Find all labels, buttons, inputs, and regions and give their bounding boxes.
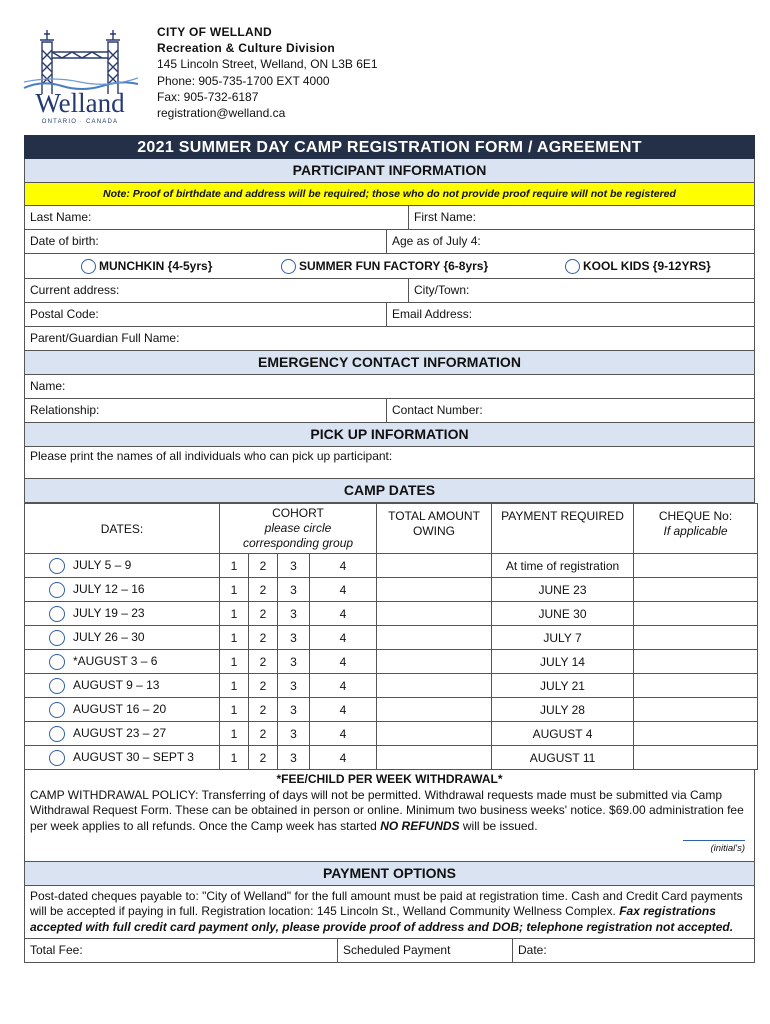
cheque-cell[interactable]	[634, 650, 758, 674]
group-option-munchkin[interactable]: MUNCHKIN {4-5yrs}	[81, 259, 212, 274]
fee-withdrawal-title: *FEE/CHILD PER WEEK WITHDRAWAL*	[276, 772, 503, 786]
date-field[interactable]: Date:	[512, 939, 754, 962]
cohort-3[interactable]: 3	[278, 554, 310, 578]
payment-required-cell: JUNE 23	[492, 578, 634, 602]
last-name-field[interactable]: Last Name:	[30, 210, 92, 224]
cohort-2[interactable]: 2	[249, 698, 278, 722]
address: 145 Lincoln Street, Welland, ON L3B 6E1	[157, 57, 378, 72]
date-cell[interactable]	[25, 746, 220, 770]
cohort-4[interactable]: 4	[310, 698, 377, 722]
payment-required-cell: At time of registration	[492, 554, 634, 578]
date-label: AUGUST 9 – 13	[73, 677, 160, 692]
pickup-heading: PICK UP INFORMATION	[24, 423, 755, 447]
cohort-3[interactable]: 3	[278, 602, 310, 626]
scheduled-payment-field[interactable]: Scheduled Payment	[337, 939, 512, 962]
cohort-4[interactable]: 4	[310, 578, 377, 602]
radio-circle-icon[interactable]	[49, 654, 65, 670]
total-fee-field[interactable]: Total Fee:	[30, 943, 83, 957]
table-row	[25, 602, 758, 626]
cohort-2[interactable]: 2	[249, 626, 278, 650]
age-field[interactable]: Age as of July 4:	[386, 230, 754, 253]
cheque-cell[interactable]	[634, 746, 758, 770]
cohort-4[interactable]: 4	[310, 722, 377, 746]
table-row	[25, 626, 758, 650]
table-row	[25, 746, 758, 770]
radio-circle-icon[interactable]	[49, 582, 65, 598]
header-contact	[157, 24, 378, 121]
date-cell[interactable]	[25, 626, 220, 650]
payment-required-cell: AUGUST 11	[492, 746, 634, 770]
guardian-field[interactable]: Parent/Guardian Full Name:	[30, 331, 180, 345]
date-cell[interactable]	[25, 698, 220, 722]
cheque-header: CHEQUE No: If applicable	[634, 504, 758, 554]
total-owing-cell[interactable]	[377, 650, 492, 674]
date-label: AUGUST 30 – SEPT 3	[73, 749, 194, 764]
address-row	[24, 279, 755, 303]
emergency-name-field[interactable]: Name:	[30, 379, 66, 393]
pickup-field[interactable]: Please print the names of all individuals who can pick up participant:	[24, 447, 755, 479]
total-owing-header: TOTAL AMOUNT OWING	[377, 504, 492, 554]
cohort-2[interactable]: 2	[249, 554, 278, 578]
cohort-2[interactable]: 2	[249, 746, 278, 770]
date-label: AUGUST 23 – 27	[73, 725, 167, 740]
date-cell[interactable]	[25, 722, 220, 746]
table-row	[25, 554, 758, 578]
date-label: *AUGUST 3 – 6	[73, 653, 158, 668]
email-field[interactable]: Email Address:	[386, 303, 754, 326]
radio-circle-icon[interactable]	[49, 558, 65, 574]
welland-logo	[22, 22, 140, 126]
payment-required-cell: JUNE 30	[492, 602, 634, 626]
payment-required-cell: AUGUST 4	[492, 722, 634, 746]
form-title: 2021 SUMMER DAY CAMP REGISTRATION FORM / AGREEMENT	[24, 135, 755, 159]
email-link[interactable]: registration@welland.ca	[157, 106, 286, 121]
withdrawal-policy	[24, 770, 755, 862]
total-owing-cell[interactable]	[377, 626, 492, 650]
cohort-2[interactable]: 2	[249, 650, 278, 674]
cohort-3[interactable]: 3	[278, 626, 310, 650]
current-address-field[interactable]: Current address:	[30, 283, 120, 297]
table-row	[25, 698, 758, 722]
cohort-1[interactable]: 1	[220, 602, 249, 626]
payment-required-cell: JULY 7	[492, 626, 634, 650]
table-row	[25, 578, 758, 602]
emergency-heading: EMERGENCY CONTACT INFORMATION	[24, 351, 755, 375]
postal-row	[24, 303, 755, 327]
fee-row	[24, 939, 755, 963]
phone: Phone: 905-735-1700 EXT 4000	[157, 73, 330, 88]
cohort-4[interactable]: 4	[310, 674, 377, 698]
date-cell[interactable]	[25, 674, 220, 698]
group-option-summer-fun[interactable]: SUMMER FUN FACTORY {6-8yrs}	[281, 259, 488, 274]
date-label: JULY 12 – 16	[73, 581, 145, 596]
cheque-cell[interactable]	[634, 698, 758, 722]
radio-circle-icon[interactable]	[49, 678, 65, 694]
total-owing-cell[interactable]	[377, 722, 492, 746]
logo-wordmark: Welland	[35, 88, 125, 118]
cohort-4[interactable]: 4	[310, 554, 377, 578]
cohort-2[interactable]: 2	[249, 578, 278, 602]
participant-heading: PARTICIPANT INFORMATION	[24, 159, 755, 183]
date-label: AUGUST 16 – 20	[73, 701, 167, 716]
radio-circle-icon[interactable]	[49, 702, 65, 718]
payment-required-cell: JULY 28	[492, 698, 634, 722]
camp-dates-table	[24, 503, 758, 770]
camp-dates-heading: CAMP DATES	[24, 479, 755, 503]
cohort-4[interactable]: 4	[310, 650, 377, 674]
age-group-row	[24, 254, 755, 279]
cohort-1[interactable]: 1	[220, 554, 249, 578]
total-owing-cell[interactable]	[377, 746, 492, 770]
radio-circle-icon[interactable]	[49, 726, 65, 742]
relationship-row	[24, 399, 755, 423]
payment-heading: PAYMENT OPTIONS	[24, 862, 755, 886]
cohort-1[interactable]: 1	[220, 698, 249, 722]
date-label: JULY 5 – 9	[73, 557, 132, 572]
cohort-4[interactable]: 4	[310, 746, 377, 770]
cheque-cell[interactable]	[634, 674, 758, 698]
cohort-2[interactable]: 2	[249, 722, 278, 746]
payment-required-cell: JULY 14	[492, 650, 634, 674]
cohort-3[interactable]: 3	[278, 698, 310, 722]
contact-number-field[interactable]: Contact Number:	[386, 399, 754, 422]
date-cell[interactable]	[25, 578, 220, 602]
division-name: Recreation & Culture Division	[157, 41, 336, 56]
proof-note: Note: Proof of birthdate and address will be required; those who do not provide proof require will not be registered	[24, 183, 755, 206]
group-option-kool-kids[interactable]: KOOL KIDS {9-12YRS}	[565, 259, 711, 274]
total-owing-cell[interactable]	[377, 554, 492, 578]
cohort-1[interactable]: 1	[220, 674, 249, 698]
date-cell[interactable]	[25, 602, 220, 626]
cohort-1[interactable]: 1	[220, 650, 249, 674]
cheque-cell[interactable]	[634, 722, 758, 746]
cheque-cell[interactable]	[634, 626, 758, 650]
cohort-3[interactable]: 3	[278, 650, 310, 674]
name-row	[24, 206, 755, 230]
guardian-row	[24, 327, 755, 351]
cheque-cell[interactable]	[634, 602, 758, 626]
cheque-cell[interactable]	[634, 554, 758, 578]
cohort-3[interactable]: 3	[278, 722, 310, 746]
cohort-header: COHORT please circle corresponding group	[220, 504, 377, 554]
table-row	[25, 674, 758, 698]
cohort-2[interactable]: 2	[249, 674, 278, 698]
cohort-3[interactable]: 3	[278, 674, 310, 698]
radio-circle-icon[interactable]	[49, 606, 65, 622]
cohort-4[interactable]: 4	[310, 626, 377, 650]
total-owing-cell[interactable]	[377, 698, 492, 722]
fax: Fax: 905-732-6187	[157, 89, 259, 104]
cohort-1[interactable]: 1	[220, 746, 249, 770]
total-owing-cell[interactable]	[377, 578, 492, 602]
total-owing-cell[interactable]	[377, 602, 492, 626]
dob-field[interactable]: Date of birth:	[30, 234, 99, 248]
payment-required-cell: JULY 21	[492, 674, 634, 698]
payment-text: Post-dated cheques payable to: "City of Welland" for the full amount must be paid at registration time. Cash and Credit Card payments will be accepted if paying in full. Registration location: 145 Lincoln St., Welland Community Wellness Complex. Fax registrations accepted with full credit card payment only, please provide proof of address and DOB; telephone registration not accepted.	[24, 886, 755, 940]
payment-required-header: PAYMENT REQUIRED	[492, 504, 634, 554]
org-name: CITY OF WELLAND	[157, 25, 272, 39]
date-cell[interactable]	[25, 554, 220, 578]
emergency-name-row	[24, 375, 755, 399]
cohort-4[interactable]: 4	[310, 602, 377, 626]
radio-circle-icon[interactable]	[281, 259, 296, 274]
date-label: JULY 19 – 23	[73, 605, 145, 620]
cohort-1[interactable]: 1	[220, 578, 249, 602]
registration-form	[24, 135, 755, 963]
cohort-1[interactable]: 1	[220, 626, 249, 650]
table-row	[25, 722, 758, 746]
radio-circle-icon[interactable]	[81, 259, 96, 274]
date-cell[interactable]	[25, 650, 220, 674]
cohort-1[interactable]: 1	[220, 722, 249, 746]
date-label: JULY 26 – 30	[73, 629, 145, 644]
initials-label: (initial's)	[710, 843, 745, 854]
radio-circle-icon[interactable]	[49, 630, 65, 646]
logo-subtext: ONTARIO · CANADA	[41, 119, 119, 125]
policy-text: CAMP WITHDRAWAL POLICY: Transferring of days will not be permitted. Withdrawal requests made must be submitted via Camp Withdrawal Request Form. These can be obtained in person or online. Minimum two business weeks' notice. $69.00 administration fee per week applies to all refunds. Once the Camp week has started NO REFUNDS will be issued.	[30, 787, 744, 833]
relationship-field[interactable]: Relationship:	[30, 403, 100, 417]
cohort-2[interactable]: 2	[249, 602, 278, 626]
dates-header: DATES:	[25, 504, 220, 554]
table-row	[25, 650, 758, 674]
city-field[interactable]: City/Town:	[408, 279, 754, 302]
dob-row	[24, 230, 755, 254]
radio-circle-icon[interactable]	[49, 750, 65, 766]
cheque-cell[interactable]	[634, 578, 758, 602]
first-name-field[interactable]: First Name:	[408, 206, 754, 229]
table-header-row	[25, 504, 758, 554]
radio-circle-icon[interactable]	[565, 259, 580, 274]
postal-code-field[interactable]: Postal Code:	[30, 307, 99, 321]
total-owing-cell[interactable]	[377, 674, 492, 698]
cohort-3[interactable]: 3	[278, 746, 310, 770]
cohort-3[interactable]: 3	[278, 578, 310, 602]
